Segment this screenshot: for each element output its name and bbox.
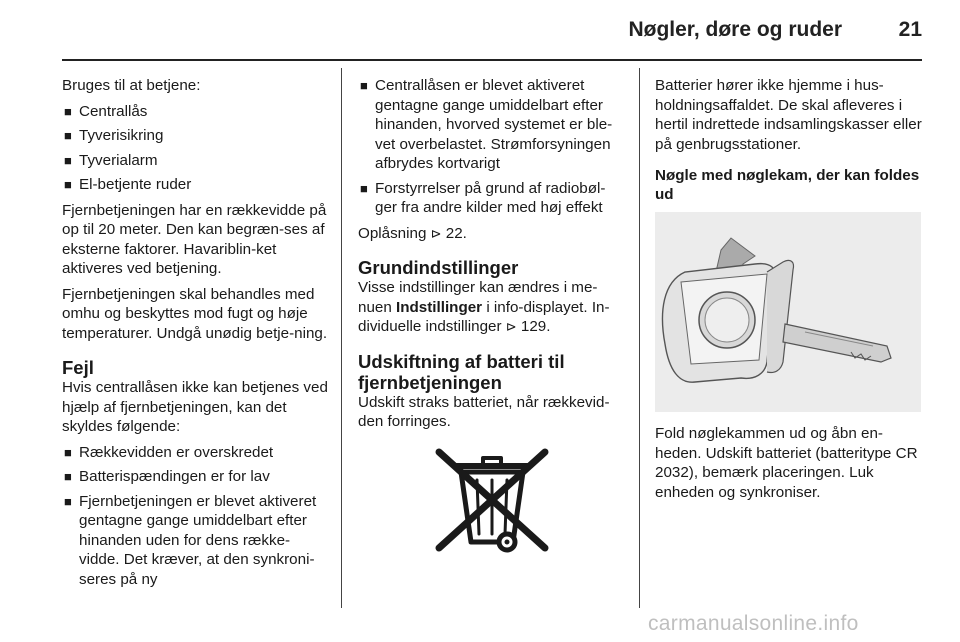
intro-text: Bruges til at betjene:: [62, 77, 201, 94]
bullet-icon: ■: [64, 103, 72, 119]
bullet-icon: ■: [360, 180, 368, 196]
disposal-paragraph: Batterier hører ikke hjemme i hus-holdningsaffaldet. De skal afleveres i hertil indrettede indsamlingskasser eller på genbrugsstationer.: [655, 77, 922, 153]
column-divider-1: [341, 68, 342, 608]
fault-list: [62, 443, 328, 590]
column-3: [655, 76, 923, 508]
bullet-icon: ■: [64, 128, 72, 143]
column-1: [62, 76, 328, 595]
list-item: ■ Rækkevidden er overskredet: [64, 443, 274, 461]
list-item: ■ Fjernbetjeningen er blevet aktiveret gentagne gange umiddelbart efter hinanden uden for dens række-vidde. Det kræver, at den synkroni-seres på ny: [64, 492, 317, 588]
header-rule: [62, 59, 922, 61]
list-item: ■ Forstyrrelser på grund af radiobøl-ger fra andre kilder med høj effekt: [360, 179, 606, 216]
settings-paragraph: Visse indstillinger kan ændres i me-nuen Indstillinger i info-displayet. In-dividuelle indstillinger ⊳ 129.: [358, 279, 610, 335]
page-reference-link[interactable]: 22.: [445, 224, 467, 242]
key-battery-illustration: [655, 212, 921, 412]
page-header: [0, 0, 960, 62]
reference-arrow-icon: ⊳: [505, 319, 517, 334]
settings-heading: Grundindstillinger: [358, 257, 519, 278]
weee-bin-icon: [417, 444, 567, 554]
usage-list: [62, 102, 328, 195]
battery-paragraph: Udskift straks batteriet, når rækkevid-den forringes.: [358, 393, 610, 430]
watermark: carmanualsonline.info: [648, 612, 859, 635]
range-paragraph: Fjernbetjeningen har en rækkevidde på op til 20 meter. Den kan begræn-ses af eksterne faktorer. Havariblin-ket aktiveres ved betjening.: [62, 201, 327, 277]
fault-list-continued: [358, 76, 626, 218]
fault-heading: Fejl: [62, 357, 94, 378]
reference-arrow-icon: ⊳: [430, 225, 442, 241]
unlock-reference: Oplåsning ⊳ 22.: [358, 224, 467, 242]
bullet-icon: ■: [64, 469, 72, 484]
list-item: ■ Centrallås: [64, 102, 148, 120]
column-divider-2: [639, 68, 640, 608]
list-item: ■ Batterispændingen er for lav: [64, 468, 270, 485]
page-reference-link[interactable]: 129.: [520, 318, 551, 335]
fault-paragraph: Hvis centrallåsen ikke kan betjenes ved hjælp af fjernbetjeningen, kan det skyldes følgende:: [62, 379, 328, 435]
column-2: [358, 76, 626, 554]
list-item: ■ Tyverisikring: [64, 127, 164, 144]
bullet-icon: ■: [64, 493, 72, 509]
bullet-icon: ■: [64, 152, 72, 168]
page-number: 21: [898, 18, 922, 41]
key-instructions: Fold nøglekammen ud og åbn en-heden. Udskift batteriet (batteritype CR 2032), bemærk placeringen. Luk enheden og synkroniser.: [655, 425, 918, 501]
care-paragraph: Fjernbetjeningen skal behandles med omhu og beskyttes mod fugt og høje temperaturer. Undgå unødig betje-ning.: [62, 285, 328, 342]
bullet-icon: ■: [64, 444, 72, 460]
battery-heading: Udskiftning af batteri til fjernbetjeningen: [358, 350, 565, 393]
list-item: ■ Centrallåsen er blevet aktiveret gentagne gange umiddelbart efter hinanden, hvorved systemet er ble-vet overbelastet. Strømforsyningen afbrydes kortvarigt: [360, 77, 613, 172]
list-item: ■ El-betjente ruder: [64, 176, 192, 193]
bullet-icon: ■: [360, 78, 368, 93]
key-subheading: Nøgle med nøglekam, der kan foldes ud: [655, 167, 920, 203]
list-item: ■ Tyverialarm: [64, 151, 158, 169]
header-title: Nøgler, døre og ruder: [628, 18, 842, 41]
bullet-icon: ■: [64, 177, 72, 192]
